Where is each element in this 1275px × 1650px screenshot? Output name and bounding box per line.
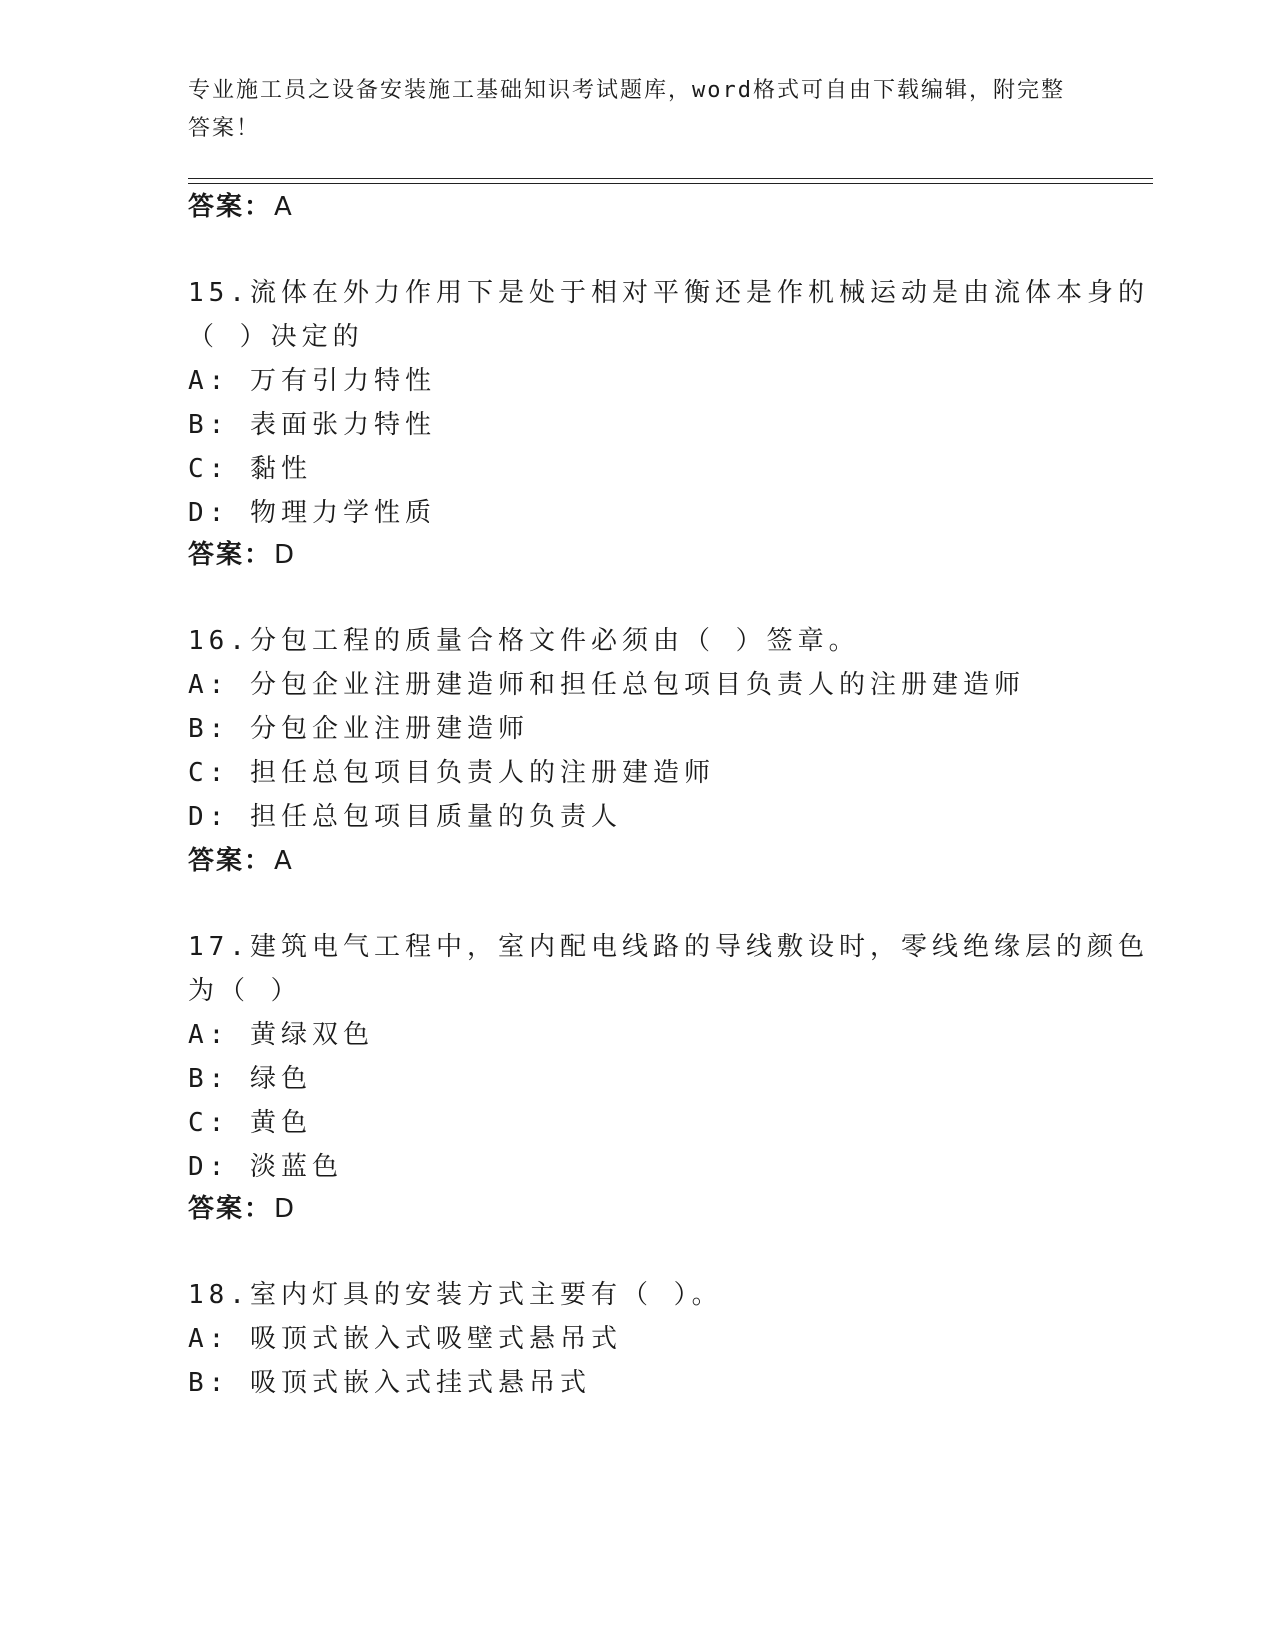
answer-label: 答案： (188, 1194, 273, 1224)
answer-line (188, 186, 294, 223)
question-15-stem-cont: （ ）决定的 (188, 322, 364, 352)
header-divider-top (188, 178, 1153, 179)
question-18-option-b: B: 吸顶式嵌入式挂式悬吊式 (188, 1368, 591, 1398)
answer-value: D (274, 1194, 297, 1224)
question-15-option-b: B: 表面张力特性 (188, 410, 436, 440)
question-17-option-a: A: 黄绿双色 (188, 1020, 374, 1050)
question-15-option-d: D: 物理力学性质 (188, 498, 436, 528)
question-15-answer (188, 534, 296, 571)
question-18-option-a: A: 吸顶式嵌入式吸壁式悬吊式 (188, 1324, 622, 1354)
question-16-stem: 16.分包工程的质量合格文件必须由（ ）签章。 (188, 626, 860, 656)
question-16-option-c: C: 担任总包项目负责人的注册建造师 (188, 758, 715, 788)
question-17-answer (188, 1188, 296, 1225)
question-16-option-d: D: 担任总包项目质量的负责人 (188, 802, 622, 832)
answer-label: 答案： (188, 192, 273, 222)
question-18-stem: 18.室内灯具的安装方式主要有（ ）。 (188, 1280, 723, 1310)
question-16-option-a: A: 分包企业注册建造师和担任总包项目负责人的注册建造师 (188, 670, 1025, 700)
header-divider-bottom (188, 183, 1153, 184)
answer-value: A (274, 846, 294, 876)
question-17-option-c: C: 黄色 (188, 1108, 312, 1138)
question-17-stem-cont: 为（ ） (188, 976, 302, 1006)
document-header: 专业施工员之设备安装施工基础知识考试题库，word格式可自由下载编辑，附完整答案！ (188, 78, 1065, 141)
answer-label: 答案： (188, 846, 273, 876)
answer-value: D (274, 540, 297, 570)
question-17-option-b: B: 绿色 (188, 1064, 312, 1094)
question-17-stem: 17.建筑电气工程中，室内配电线路的导线敷设时，零线绝缘层的颜色 (188, 932, 1149, 962)
answer-label: 答案： (188, 540, 273, 570)
question-17-option-d: D: 淡蓝色 (188, 1152, 343, 1182)
question-15-option-a: A: 万有引力特性 (188, 366, 436, 396)
answer-value: A (274, 192, 294, 222)
question-15-stem: 15.流体在外力作用下是处于相对平衡还是作机械运动是由流体本身的 (188, 278, 1149, 308)
question-15-option-c: C: 黏性 (188, 454, 312, 484)
question-16-option-b: B: 分包企业注册建造师 (188, 714, 529, 744)
question-16-answer (188, 840, 294, 877)
